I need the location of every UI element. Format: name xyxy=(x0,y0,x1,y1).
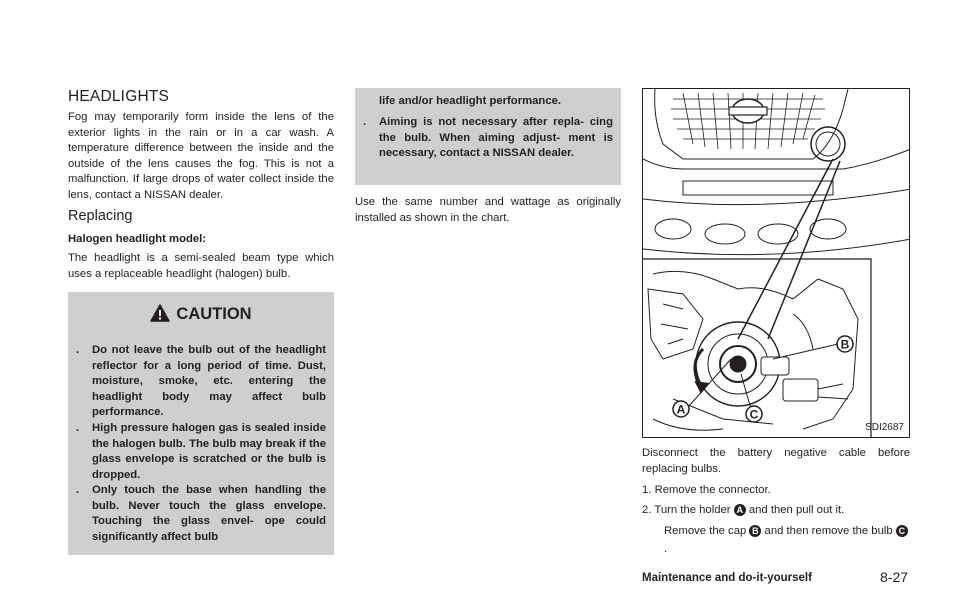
headlight-figure xyxy=(642,88,910,438)
caution-bullet-continued: life and/or headlight performance. xyxy=(379,95,562,107)
intro-paragraph: Fog may temporarily form inside the lens of the exterior lights in the rain or in a car wash. A temperature difference between the inside and the outside of the lens causes the fog. This is not a malfunction. If large drops of water collect inside the lens, contact a NISSAN dealer. xyxy=(68,111,334,201)
section-heading: HEADLIGHTS xyxy=(68,88,170,105)
step-1: 1. Remove the connector. xyxy=(642,484,771,496)
caution-box-continued xyxy=(355,88,621,185)
warning-icon xyxy=(150,304,170,327)
bulb-spec-paragraph: Use the same number and wattage as originally installed as shown in the chart. xyxy=(355,196,621,224)
model-text: The headlight is a semi-sealed beam type which uses a replaceable headlight (halogen) bulb. xyxy=(68,252,334,280)
model-label: Halogen headlight model: xyxy=(68,233,207,245)
callout-a xyxy=(673,401,689,417)
figure-code: SDI2687 xyxy=(865,422,904,433)
caution-box xyxy=(68,292,334,555)
callout-c xyxy=(746,406,762,422)
subheading: Replacing xyxy=(68,208,133,224)
step-2-detail: Remove the cap B and then remove the bulb C. xyxy=(664,522,910,558)
footer-section-title: Maintenance and do-it-yourself xyxy=(642,572,812,584)
battery-paragraph: Disconnect the battery negative cable before replacing bulbs. xyxy=(642,447,910,475)
caution-title: CAUTION xyxy=(176,305,252,323)
caution-bullet: . Do not leave the bulb out of the headlight reflector for a long period of time. Dust, moisture, smoke, etc. entering the headlight body may affect bulb performance. xyxy=(76,343,326,421)
caution-bullet-text: Do not leave the bulb out of the headlight reflector for a long period of time. Dust, moisture, smoke, etc. entering the headlight body may affect bulb performance. xyxy=(92,344,326,419)
caution-bullet-text: Only touch the base when handling the bulb. Never touch the glass envelope. Touching the glass envel- ope could significantly affect bulb xyxy=(92,484,326,543)
svg-text:A: A xyxy=(676,402,686,417)
headlight-illustration xyxy=(643,89,910,438)
callout-b-icon: B xyxy=(749,525,761,537)
caution-bullet-text: Aiming is not necessary after repla- cing the bulb. When aiming adjust- ment is necessary, contact a NISSAN dealer. xyxy=(379,116,613,160)
page-number: 8-27 xyxy=(880,569,909,585)
callout-c-icon: C xyxy=(896,525,908,537)
caution-bullet-text: High pressure halogen gas is sealed inside the halogen bulb. The bulb may break if the glass envelope is scratched or the bulb is dropped. xyxy=(92,422,326,481)
caution-bullet: . High pressure halogen gas is sealed inside the halogen bulb. The bulb may break if the glass envelope is scratched or the bulb is dropped. xyxy=(76,421,326,483)
step-2: 2. Turn the holder A and then pull out it. xyxy=(642,504,845,516)
svg-text:C: C xyxy=(749,407,759,422)
caution-header xyxy=(68,304,334,327)
svg-text:B: B xyxy=(840,337,850,352)
callout-b xyxy=(837,336,853,352)
callout-a-icon: A xyxy=(734,504,746,516)
caution-bullet: . Aiming is not necessary after repla- cing the bulb. When aiming adjust- ment is necessary, contact a NISSAN dealer. xyxy=(363,115,613,162)
caution-bullet: . Only touch the base when handling the bulb. Never touch the glass envelope. Touching the glass envel- ope could significantly affect bulb xyxy=(76,483,326,545)
